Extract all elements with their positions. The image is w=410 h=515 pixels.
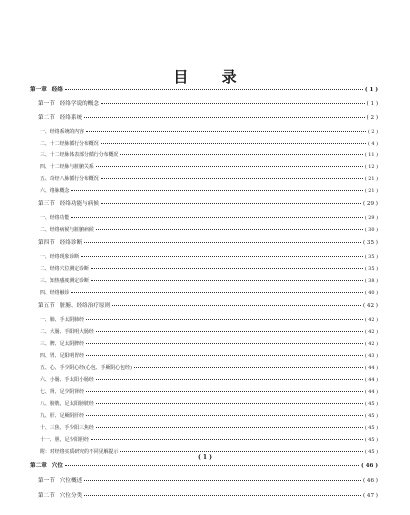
toc-subsection: [30, 177, 378, 182]
toc-entry-text: 十、三焦、手少阳三焦经: [40, 425, 94, 431]
toc-entry-text: 七、肾、足少阴肾经: [40, 389, 85, 395]
toc-entry-page: ( 12 ): [364, 164, 378, 170]
toc-subsection: [30, 378, 378, 383]
toc-entry-text: 一、经络系统的内容: [40, 129, 85, 135]
dot-leader: [134, 366, 363, 368]
toc-subsection: [30, 366, 378, 371]
toc-subsection: [30, 130, 378, 135]
toc-entry-label: [40, 366, 132, 371]
toc-entry-label: [40, 228, 94, 233]
toc-entry-label: [40, 267, 89, 272]
toc-entry-label: [38, 479, 82, 485]
toc-entry-text: 九、肝、足厥阴肝经: [40, 413, 85, 419]
toc-subsection: [30, 142, 378, 147]
dot-leader: [84, 241, 361, 243]
dot-leader: [101, 177, 363, 179]
toc-entry-label: [40, 142, 99, 147]
dot-leader: [96, 165, 363, 167]
dot-leader: [91, 267, 363, 269]
toc-entry-text: 穴位分类: [59, 493, 83, 499]
dot-leader: [84, 494, 361, 496]
dot-leader: [101, 202, 361, 204]
toc-entry-text: 四、经络触诊: [40, 290, 70, 296]
toc-subsection: [30, 342, 378, 347]
toc-entry-label: [40, 438, 89, 443]
toc-entry-page: ( 35 ): [362, 240, 378, 246]
toc-entry-text: 经络: [51, 87, 63, 93]
toc-entry-number: 第二节: [38, 493, 55, 499]
toc-entry-text: 一、经络功能: [40, 215, 70, 221]
dot-leader: [91, 438, 363, 440]
toc-entry-label: [40, 330, 94, 335]
toc-entry-label: [40, 378, 94, 383]
toc-entry-label: [30, 464, 63, 470]
toc-entry-label: [38, 116, 82, 122]
toc-entry-page: ( 4 ): [367, 141, 378, 147]
toc-subsection: [30, 228, 378, 233]
toc-chapter: [30, 464, 378, 470]
toc-entry-page: ( 21 ): [364, 176, 378, 182]
toc-entry-text: 一、经络现象诊断: [40, 254, 80, 260]
toc-entry-label: [40, 354, 84, 359]
dot-leader: [84, 479, 361, 481]
toc-section: [30, 494, 378, 500]
page-number: ( 1 ): [197, 454, 213, 461]
toc-entry-text: 经络功能与病候: [59, 201, 99, 207]
dot-leader: [96, 330, 363, 332]
toc-entry-label: [40, 177, 99, 182]
toc-entry-page: ( 44 ): [364, 389, 378, 395]
toc-entry-text: 六、络脉概念: [40, 188, 70, 194]
toc-entry-label: [40, 390, 84, 395]
toc-entry-page: ( 2 ): [366, 115, 378, 121]
toc-entry-number: 第二节: [38, 115, 55, 121]
toc-entry-page: ( 2 ): [367, 129, 378, 135]
toc-entry-page: ( 45 ): [364, 401, 378, 407]
toc-subsection: [30, 216, 378, 221]
toc-entry-text: 四、胃、足阳明胃经: [40, 353, 85, 359]
dot-leader: [96, 402, 363, 404]
toc-section: [30, 102, 378, 108]
toc-entry-page: ( 44 ): [364, 377, 378, 383]
toc-entry-text: 穴位: [51, 463, 63, 469]
toc-entry-page: ( 29 ): [364, 215, 378, 221]
toc-subsection: [30, 318, 378, 323]
toc-entry-page: ( 47 ): [362, 493, 378, 499]
toc-entry-text: 六、小肠、手太阳小肠经: [40, 377, 94, 383]
toc-entry-text: 二、大肠、手阳明大肠经: [40, 329, 94, 335]
toc-entry-page: ( 1 ): [366, 101, 378, 107]
dot-leader: [101, 102, 365, 104]
dot-leader: [101, 142, 366, 144]
toc-subsection: [30, 354, 378, 359]
toc-entry-page: ( 42 ): [364, 329, 378, 335]
toc-entry-text: 经络系统: [59, 115, 83, 121]
toc-subsection: [30, 426, 378, 431]
dot-leader: [120, 153, 363, 155]
toc-subsection: [30, 255, 378, 260]
dot-leader: [86, 354, 363, 356]
dot-leader: [84, 116, 364, 118]
toc-subsection: [30, 390, 378, 395]
toc-entry-page: ( 45 ): [364, 449, 378, 455]
toc-subsection: [30, 153, 378, 158]
toc-entry-label: [38, 304, 110, 310]
toc-entry-text: 五、心、手少阴心经(心包、手厥阴心包经): [40, 365, 132, 371]
toc-entry-number: 第三节: [38, 201, 55, 207]
toc-subsection: [30, 438, 378, 443]
toc-entry-text: 经络诊断: [59, 240, 83, 246]
toc-entry-label: [40, 414, 84, 419]
toc-entry-text: 三、脾、足太阴脾经: [40, 341, 85, 347]
toc-entry-page: ( 46 ): [362, 478, 378, 484]
toc-entry-label: [40, 342, 84, 347]
dot-leader: [96, 228, 363, 230]
toc-entry-page: ( 45 ): [364, 413, 378, 419]
toc-entry-text: 八、膀胱、足太阳膀胱经: [40, 401, 94, 407]
toc-entry-page: ( 38 ): [364, 278, 378, 284]
toc-entry-number: 第四节: [38, 240, 55, 246]
dot-leader: [96, 426, 363, 428]
dot-leader: [86, 414, 363, 416]
toc-entry-page: ( 30 ): [364, 227, 378, 233]
toc-subsection: [30, 165, 378, 170]
toc-entry-text: 穴位概述: [59, 478, 83, 484]
toc-entry-page: ( 42 ): [364, 317, 378, 323]
toc-entry-number: 第一节: [38, 478, 55, 484]
dot-leader: [71, 216, 362, 218]
toc-entry-text: 三、知热感度测定诊断: [40, 278, 89, 284]
toc-entry-page: ( 45 ): [364, 425, 378, 431]
toc-subsection: [30, 330, 378, 335]
toc-entry-label: [38, 241, 82, 247]
toc-entry-number: 第二章: [30, 463, 47, 469]
toc-entry-page: ( 1 ): [364, 87, 378, 93]
toc-entry-text: 附：对经络实质研究的不同见解提示: [40, 449, 119, 455]
toc-entry-page: ( 11 ): [364, 152, 378, 158]
dot-leader: [96, 378, 363, 380]
toc-subsection: [30, 402, 378, 407]
toc-entry-text: 经络学说的概念: [59, 101, 99, 107]
toc-entry-label: [40, 189, 69, 194]
toc-section: [30, 202, 378, 208]
dot-leader: [71, 291, 362, 293]
toc-entry-page: ( 42 ): [364, 341, 378, 347]
toc-subsection: [30, 267, 378, 272]
toc-entry-text: 四、十二经脉与脏腑关系: [40, 164, 94, 170]
toc-entry-label: [40, 130, 84, 135]
toc-entry-text: 脏腑、经络治疗原则: [59, 303, 111, 309]
toc-chapter: [30, 88, 378, 94]
toc-entry-page: ( 35 ): [364, 266, 378, 272]
toc-entry-text: 三、十二经脉体表部分循行分布概况: [40, 152, 119, 158]
toc-entry-label: [40, 153, 118, 158]
toc-entry-label: [40, 402, 94, 407]
dot-leader: [86, 318, 363, 320]
toc-entry-number: 第五节: [38, 303, 55, 309]
toc-entry-page: ( 46 ): [361, 463, 378, 469]
toc-section: [30, 479, 378, 485]
dot-leader: [71, 189, 362, 191]
toc-section: [30, 304, 378, 310]
toc-entry-label: [40, 279, 89, 284]
toc-entry-label: [40, 165, 94, 170]
dot-leader: [120, 450, 363, 452]
toc-entry-text: 二、十二经脉循行分布概况: [40, 141, 99, 147]
dot-leader: [86, 130, 366, 132]
toc-entry-text: 十一、胆、足少阳胆经: [40, 437, 89, 443]
toc-entry-page: ( 45 ): [364, 437, 378, 443]
toc-section: [30, 116, 378, 122]
dot-leader: [91, 279, 363, 281]
toc-entry-label: [40, 291, 69, 296]
toc-subsection: [30, 279, 378, 284]
toc-entry-page: ( 42 ): [362, 303, 378, 309]
toc-entry-label: [38, 102, 99, 108]
toc-entry-page: ( 40 ): [364, 290, 378, 296]
toc-entry-page: ( 21 ): [364, 188, 378, 194]
dot-leader: [86, 390, 363, 392]
dot-leader: [65, 88, 363, 90]
toc-entry-label: [38, 494, 82, 500]
dot-leader: [65, 464, 359, 466]
toc-subsection: [30, 189, 378, 194]
page-title: 目 录: [173, 68, 251, 86]
toc-entry-label: [40, 216, 69, 221]
toc-entry-label: [30, 88, 63, 94]
dot-leader: [86, 342, 363, 344]
dot-leader: [81, 255, 363, 257]
toc-entry-number: 第一节: [38, 101, 55, 107]
toc-entry-label: [40, 426, 94, 431]
toc-entry-page: ( 43 ): [364, 353, 378, 359]
toc-entry-number: 第一章: [30, 87, 47, 93]
toc-entry-label: [40, 255, 79, 260]
toc-subsection: [30, 291, 378, 296]
toc-entry-text: 一、肺、手太阴肺经: [40, 317, 85, 323]
toc-entry-label: [38, 202, 99, 208]
toc-entry-text: 二、经络穴位测定诊断: [40, 266, 89, 272]
toc-entry-page: ( 35 ): [364, 254, 378, 260]
toc-entry-text: 二、经络病候与脏腑病候: [40, 227, 94, 233]
toc-section: [30, 241, 378, 247]
dot-leader: [112, 304, 361, 306]
toc-subsection: [30, 414, 378, 419]
toc-entry-page: ( 44 ): [364, 365, 378, 371]
toc-entry-text: 五、奇经八脉循行分布概况: [40, 176, 99, 182]
toc-entry-label: [40, 318, 84, 323]
toc-entry-page: ( 29 ): [362, 201, 378, 207]
